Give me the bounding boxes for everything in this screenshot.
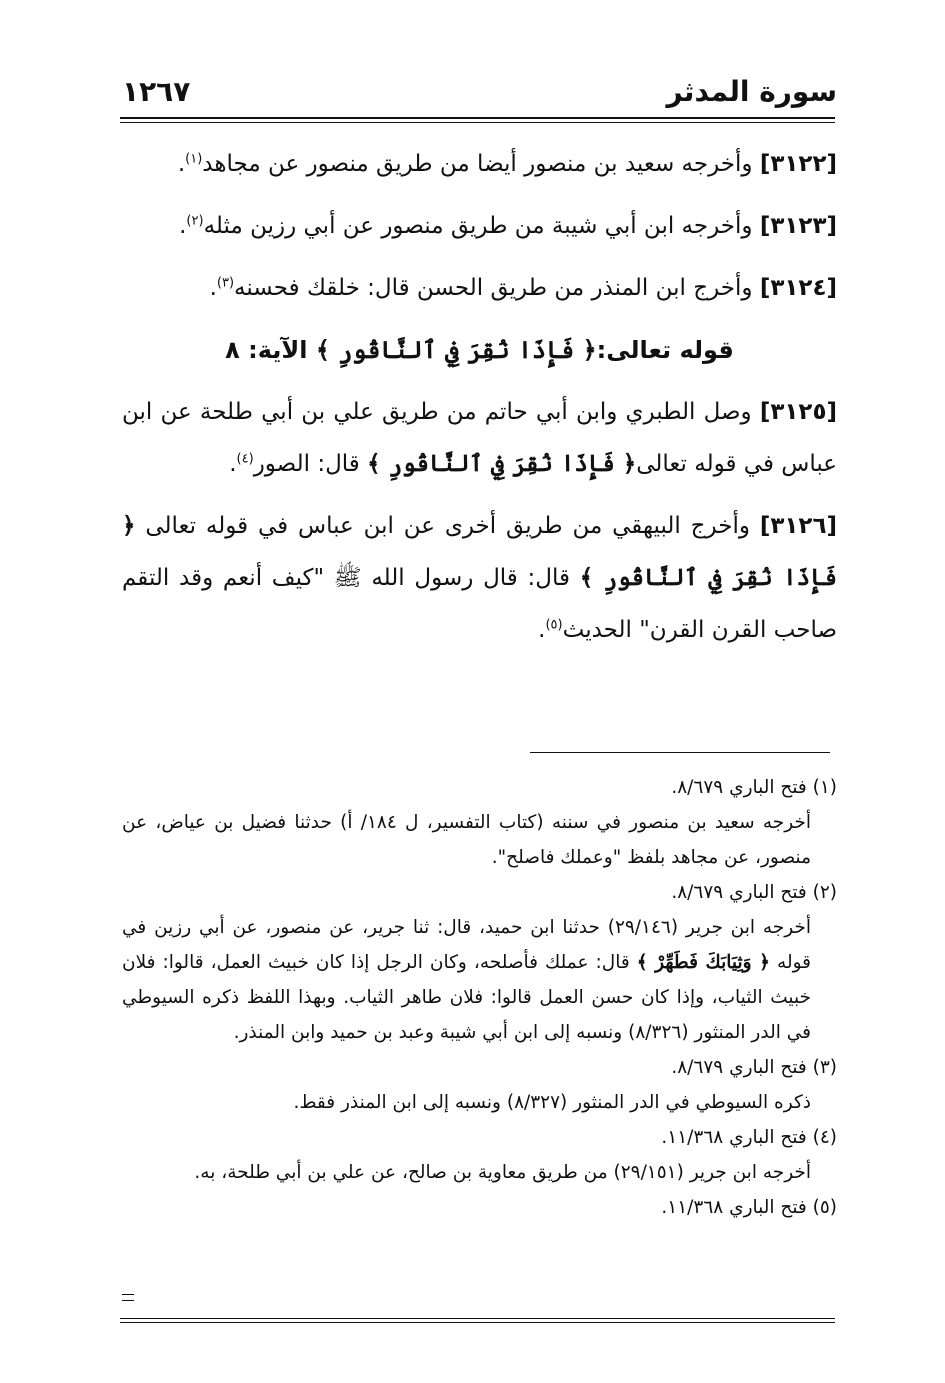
page-number: ١٢٦٧	[122, 75, 191, 108]
paragraph-end: .	[177, 151, 186, 177]
paragraph-number: [٣١٢٢]	[759, 151, 837, 177]
quran-verse: ﴿ فَإِذَا نُقِرَ فِي ٱلنَّاقُورِ ﴾	[367, 450, 637, 477]
footnotes	[122, 770, 837, 1225]
footnote-ref: (٣)	[216, 275, 235, 291]
paragraph-number: [٣١٢٥]	[759, 399, 837, 425]
paragraph-text: وأخرج ابن المنذر من طريق الحسن قال: خلقك فحسنه	[234, 275, 760, 301]
main-text	[122, 138, 837, 666]
paragraph-number: [٣١٢٦]	[759, 513, 837, 539]
paragraph-number: [٣١٢٤]	[759, 275, 837, 301]
footnote-2-text-b: قال: عملك فأصلحه، وكان الرجل إذا كان خبيث العمل، قالوا: فلان خبيث الثياب، وإذا كان حسن العمل قالوا: فلان طاهر الثياب. وبهذا اللفظ ذكره السيوطي في الدر المنثور (٨/٣٢٦) ونسبه إلى ابن أبي شيبة وعبد بن حميد وابن المنذر.	[122, 952, 811, 1043]
footnote-1-source: (١) فتح الباري ٨/٦٧٩.	[671, 777, 837, 798]
footnote-5-source: (٥) فتح الباري ١١/٣٦٨.	[661, 1197, 837, 1218]
paragraph-text-after: قال: قال رسول الله ﷺ "كيف أنعم وقد التقم صاحب القرن القرن" الحديث	[122, 565, 837, 643]
paragraph-end: .	[179, 213, 187, 239]
heading-prefix: قوله تعالى:	[596, 336, 734, 364]
footnote-4-text: أخرجه ابن جرير (٢٩/١٥١) من طريق معاوية بن صالح، عن علي بن أبي طلحة، به.	[194, 1162, 811, 1183]
paragraph-text-after: قال: الصور	[253, 451, 368, 477]
footnote-2-text-a: أخرجه ابن جرير (٢٩/١٤٦) حدثنا ابن حميد، قال: ثنا جرير، عن منصور، عن أبي رزين في قوله	[122, 917, 811, 973]
header-rule	[120, 117, 835, 123]
footnote-1-text: أخرجه سعيد بن منصور في سننه (كتاب التفسير، ل ١٨٤/ أ) حدثنا فضيل بن عياض، عن منصور، عن مجاهد بلفظ "وعملك فاصلح".	[122, 812, 811, 868]
footnote-ref: (١)	[185, 151, 203, 167]
footnote-4-source: (٤) فتح الباري ١١/٣٦٨.	[661, 1127, 837, 1148]
paragraph-end: .	[209, 275, 217, 301]
footnote-ref: (٢)	[186, 213, 204, 229]
paragraph-end: .	[229, 451, 237, 477]
paragraph-text: وأخرج البيهقي من طريق أخرى عن ابن عباس في قوله تعالى	[135, 513, 760, 539]
footnote-ref: (٥)	[545, 617, 563, 633]
footnote-continuation-mark	[122, 1294, 134, 1301]
paragraph-3123	[122, 200, 837, 252]
footnote-2-quran-verse: ﴿ وَثِيَابَكَ فَطَهِّرْ ﴾	[636, 952, 770, 973]
footnote-separator	[530, 752, 830, 753]
running-header-surah: سورة المدثر	[666, 75, 837, 108]
heading-quran-verse: ﴿ فَإِذَا نُقِرَ فِي ٱلنَّاقُورِ ﴾	[315, 335, 597, 364]
paragraph-text: وأخرجه سعيد بن منصور أيضا من طريق منصور عن مجاهد	[202, 151, 760, 177]
paragraph-3122	[122, 138, 837, 190]
paragraph-end: .	[538, 617, 546, 643]
footnote-3-text: ذكره السيوطي في الدر المنثور (٨/٣٢٧) ونسبه إلى ابن المنذر فقط.	[293, 1092, 811, 1113]
footer-rule	[120, 1318, 835, 1323]
footnote-2-text	[122, 910, 811, 1050]
quran-verse: ﴿ فَإِذَا نُقِرَ فِي ٱلنَّاقُورِ ﴾	[122, 512, 837, 591]
footnote-2-source: (٢) فتح الباري ٨/٦٧٩.	[671, 882, 837, 903]
paragraph-3124	[122, 262, 837, 314]
paragraph-text: وصل الطبري وابن أبي حاتم من طريق علي بن أبي طلحة عن ابن عباس في قوله تعالى	[122, 399, 837, 477]
paragraph-3125	[122, 386, 837, 490]
heading-suffix: الآية: ٨	[225, 336, 316, 364]
paragraph-3126	[122, 500, 837, 656]
footnote-3-source: (٣) فتح الباري ٨/٦٧٩.	[671, 1057, 837, 1078]
paragraph-text: وأخرجه ابن أبي شيبة من طريق منصور عن أبي رزين مثله	[203, 213, 760, 239]
footnote-ref: (٤)	[236, 451, 254, 467]
paragraph-number: [٣١٢٣]	[759, 213, 837, 239]
section-heading	[122, 324, 837, 376]
